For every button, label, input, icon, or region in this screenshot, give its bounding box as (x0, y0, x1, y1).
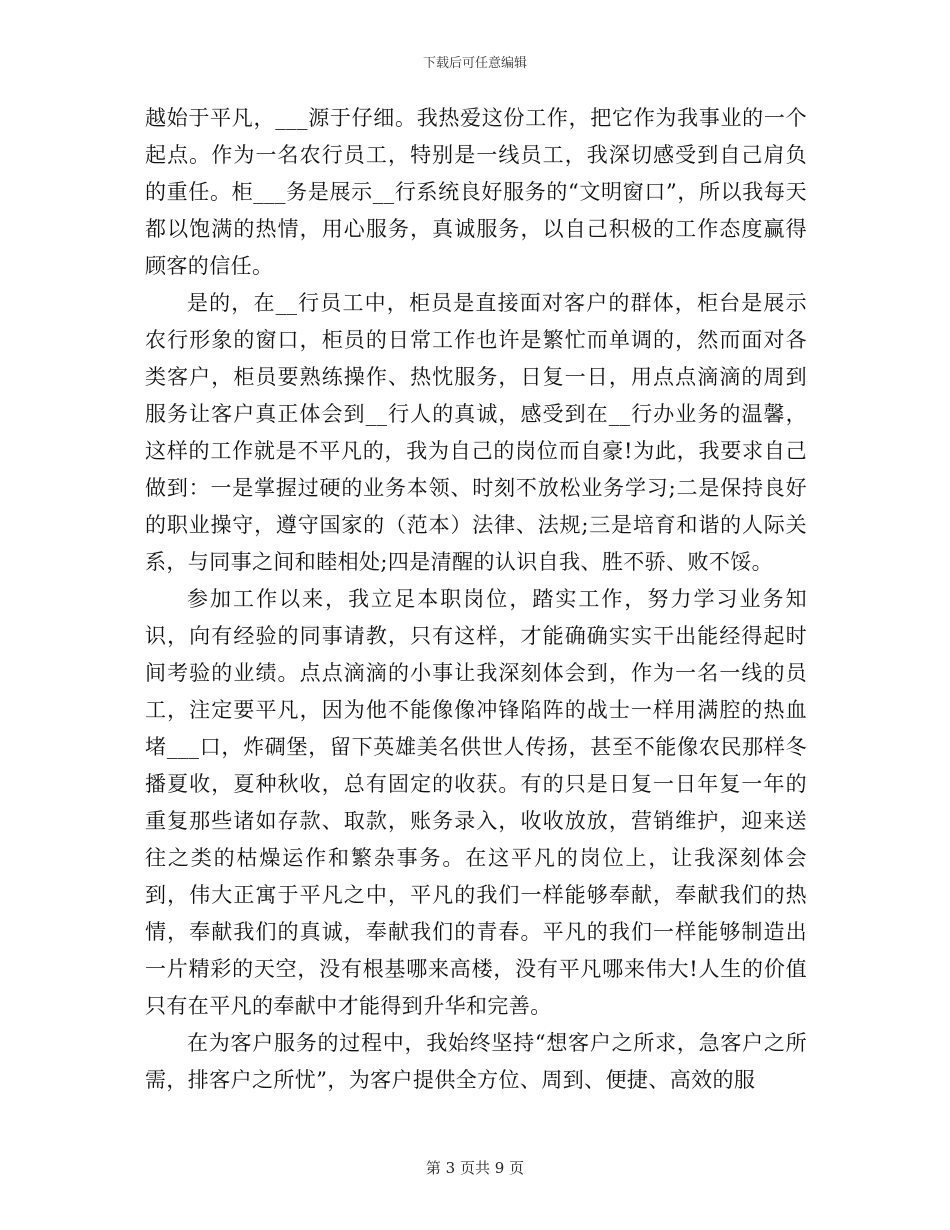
page-header: 下载后可任意编辑 (422, 56, 527, 71)
page-footer: 第 3 页共 9 页 (425, 1159, 525, 1177)
paragraph-4: 在为客户服务的过程中，我始终坚持“想客户之所求，急客户之所需，排客户之所忧”，为客户提供全方位、周到、便捷、高效的服 (145, 1031, 807, 1092)
document-body (145, 100, 807, 1099)
paragraph-1: 越始于平凡，___源于仔细。我热爱这份工作，把它作为我事业的一个起点。作为一名农行员工，特别是一线员工，我深切感受到自己肩负的重任。柜___务是展示__行系统良好服务的“文明窗口”，所以我每天都以饱满的热情，用心服务，真诚服务，以自己积极的工作态度赢得顾客的信任。 (145, 106, 807, 278)
paragraph-3: 参加工作以来，我立足本职岗位，踏实工作，努力学习业务知识，向有经验的同事请教，只有这样，才能确确实实干出能经得起时间考验的业绩。点点滴滴的小事让我深刻体会到，作为一名一线的员工，注定要平凡，因为他不能像像冲锋陷阵的战士一样用满腔的热血堵___口，炸碉堡，留下英雄美名供世人传扬，甚至不能像农民那样冬播夏收，夏种秋收，总有固定的收获。有的只是日复一日年复一年的重复那些诸如存款、取款，账务录入，收收放放，营销维护，迎来送往之类的枯燥运作和繁杂事务。在这平凡的岗位上，让我深刻体会到，伟大正寓于平凡之中，平凡的我们一样能够奉献，奉献我们的热情，奉献我们的真诚，奉献我们的青春。平凡的我们一样能够制造出一片精彩的天空，没有根基哪来高楼，没有平凡哪来伟大!人生的价值只有在平凡的奉献中才能得到升华和完善。 (145, 587, 807, 1018)
paragraph-2: 是的，在__行员工中，柜员是直接面对客户的群体，柜台是展示农行形象的窗口，柜员的日常工作也许是繁忙而单调的，然而面对各类客户，柜员要熟练操作、热忱服务，日复一日，用点点滴滴的周到服务让客户真正体会到__行人的真诚，感受到在__行办业务的温馨，这样的工作就是不平凡的，我为自己的岗位而自豪!为此，我要求自己做到：一是掌握过硬的业务本领、时刻不放松业务学习;二是保持良好的职业操守，遵守国家的（范本）法律、法规;三是培育和谐的人际关系，与同事之间和睦相处;四是清醒的认识自我、胜不骄、败不馁。 (145, 291, 807, 574)
